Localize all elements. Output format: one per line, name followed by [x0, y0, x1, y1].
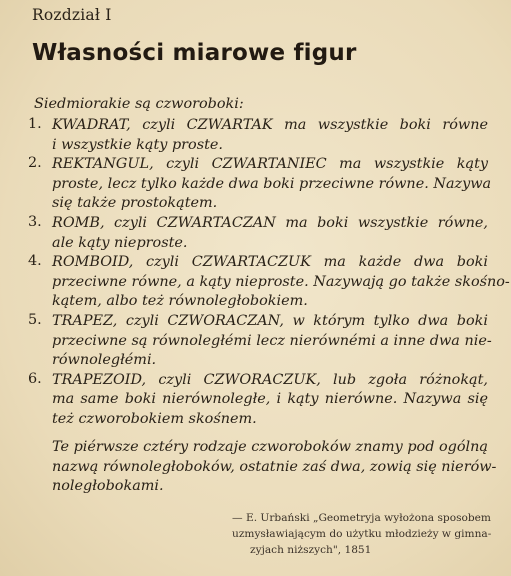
- intro-text: Siedmiorakie są czworoboki:: [34, 96, 244, 112]
- quadrilateral-list: [28, 116, 510, 430]
- closing-paragraph: [52, 438, 497, 497]
- item-text-line: REKTANGUL, czyli CZWARTANIEC ma wszystkie kąty: [52, 156, 488, 173]
- item-text-line: też czworobokiem skośnem.: [52, 410, 257, 427]
- closing-line: noległobokami.: [52, 478, 164, 495]
- closing-line: nazwą równoległoboków, ostatnie zaś dwa, zowią się nierów-: [52, 458, 497, 475]
- list-item: [28, 253, 510, 312]
- item-number: 3.: [28, 213, 42, 230]
- item-text-line: i wszystkie kąty proste.: [52, 136, 223, 153]
- item-number: 2.: [28, 155, 42, 172]
- item-number: 6.: [28, 370, 42, 387]
- item-text-line: TRAPEZOID, czyli CZWORACZUK, lub zgoła różnokąt,: [52, 371, 488, 388]
- list-item: [28, 116, 488, 155]
- list-item: [28, 311, 492, 371]
- item-text-line: KWADRAT, czyli CZWARTAK ma wszystkie boki równe: [52, 117, 488, 133]
- item-text-line: ROMBOID, czyli CZWARTACZUK ma każde dwa boki: [52, 254, 488, 271]
- list-item: [28, 214, 488, 253]
- citation-line: — E. Urbański „Geometryja wyłożona sposobem: [232, 512, 491, 524]
- list-item: [28, 155, 492, 214]
- item-text-line: przeciwne równe, a kąty nieproste. Nazywają go także skośno-: [52, 273, 510, 290]
- chapter-heading: Rozdział I: [32, 6, 112, 24]
- citation-line: zyjach niższych", 1851: [250, 544, 372, 556]
- item-number: 1.: [28, 116, 42, 132]
- item-text-line: proste, lecz tylko każde dwa boki przeciwne równe. Nazywa: [52, 175, 492, 192]
- item-number: 5.: [28, 311, 42, 328]
- item-text-line: ale kąty nieproste.: [52, 234, 188, 251]
- citation-line: uzmysławiającym do użytku młodzieży w gimna-: [232, 528, 492, 540]
- list-item: [28, 371, 488, 430]
- closing-line: Te piérwsze cztéry rodzaje czworoboków znamy pod ogólną: [52, 439, 488, 455]
- item-number: 4.: [28, 253, 42, 270]
- page-title: Własności miarowe figur: [32, 40, 357, 66]
- item-text-line: przeciwne są równoległémi lecz nierównémi a inne dwa nie-: [52, 332, 492, 349]
- item-text-line: ROMB, czyli CZWARTACZAN ma boki wszystkie równe,: [52, 214, 488, 231]
- item-text-line: TRAPEZ, czyli CZWORACZAN, w którym tylko dwa boki: [52, 312, 488, 329]
- item-text-line: ma same boki nierównoległe, i kąty nierówne. Nazywa się: [52, 391, 488, 408]
- item-text-line: kątem, albo też równoległobokiem.: [52, 293, 308, 310]
- item-text-line: równoległémi.: [52, 352, 157, 369]
- item-text-line: się także prostokątem.: [52, 195, 218, 212]
- citation-block: [232, 510, 492, 558]
